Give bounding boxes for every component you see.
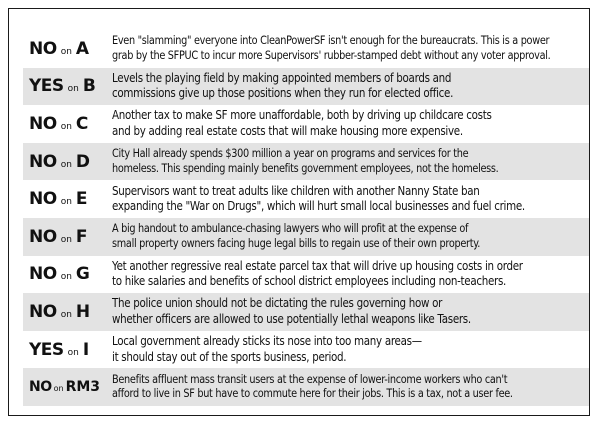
- measure-letter: B: [82, 76, 96, 97]
- on-label: on: [67, 347, 79, 358]
- vote-label: NO: [29, 379, 52, 396]
- recommendation-row-c: [23, 105, 589, 143]
- reason-text: Levels the playing field by making appointed members of boards and commissions give up those positions when they run for elected office.: [112, 70, 454, 101]
- vote-label: NO: [29, 113, 57, 134]
- on-label: on: [60, 159, 72, 170]
- recommendation-row-e: [23, 180, 589, 218]
- verdict: [29, 302, 121, 322]
- reason-text: Local government already sticks its nose into too many areas— it should stay out of the sports business, period.: [112, 334, 422, 364]
- on-label: on: [53, 384, 64, 394]
- reason-text: Even "slamming" everyone into CleanPowerSF isn't enough for the bureaucrats. This is a power grab by the SFPUC to incur more Supervisors' rubber-stamped debt without any voter approval.: [112, 34, 551, 62]
- reason-text: A big handout to ambulance-chasing lawyers who will profit at the expense of small property owners facing huge legal bills to regain use of their own property.: [112, 222, 481, 250]
- verdict: [29, 227, 121, 247]
- reason-text: Another tax to make SF more unaffordable, both by driving up childcare costs and by adding real estate costs that will make housing more expensive.: [112, 108, 492, 138]
- vote-label: NO: [29, 38, 57, 59]
- recommendation-row-f: [23, 218, 589, 256]
- verdict: [29, 152, 121, 172]
- voter-guide-card: [8, 8, 590, 416]
- vote-label: NO: [29, 189, 57, 210]
- measure-letter: D: [75, 151, 91, 172]
- vote-label: YES: [29, 339, 64, 360]
- verdict: [29, 264, 121, 284]
- recommendation-row-h: [23, 293, 589, 331]
- verdict: [29, 340, 121, 360]
- recommendation-row-i: [23, 331, 589, 369]
- verdict: [29, 39, 121, 59]
- verdict: [29, 379, 121, 395]
- reason-text: The police union should not be dictating the rules governing how or whether officers are allowed to use potentially lethal weapons like Tasers.: [112, 296, 471, 326]
- reason-text: Supervisors want to treat adults like children with another Nanny State ban expanding the "War on Drugs", which will hurt small local businesses and fuel crime.: [112, 183, 525, 214]
- measure-letter: RM3: [65, 379, 101, 396]
- reason-text: Yet another regressive real estate parcel tax that will drive up housing costs in order to hike salaries and benefits of school district employees including non-teachers.: [112, 258, 523, 289]
- reason-text: Benefits affluent mass transit users at the expense of lower-income workers who can't afford to live in SF but have to commute here for their jobs. This is a tax, not a user fee.: [112, 372, 513, 401]
- measure-letter: H: [75, 301, 91, 322]
- recommendation-row-a: [23, 30, 589, 68]
- measure-letter: C: [75, 113, 89, 134]
- on-label: on: [60, 272, 72, 283]
- on-label: on: [60, 197, 72, 208]
- recommendation-row-d: [23, 143, 589, 181]
- measure-letter: G: [75, 264, 90, 285]
- verdict: [29, 189, 121, 209]
- measure-letter: E: [75, 189, 88, 210]
- recommendation-row-b: [23, 68, 589, 106]
- recommendation-list: [23, 30, 589, 406]
- on-label: on: [60, 46, 72, 57]
- vote-label: YES: [29, 76, 64, 97]
- on-label: on: [67, 84, 79, 95]
- recommendation-row-g: [23, 256, 589, 294]
- on-label: on: [60, 121, 72, 132]
- on-label: on: [60, 234, 72, 245]
- measure-letter: A: [75, 38, 90, 59]
- vote-label: NO: [29, 226, 57, 247]
- verdict: [29, 76, 121, 96]
- recommendation-row-rm3: [23, 368, 589, 406]
- vote-label: NO: [29, 264, 57, 285]
- measure-letter: F: [75, 226, 88, 247]
- vote-label: NO: [29, 301, 57, 322]
- reason-text: City Hall already spends $300 million a year on programs and services for the homeless. This spending mainly benefits government employees, not the homeless.: [112, 147, 499, 175]
- vote-label: NO: [29, 151, 57, 172]
- measure-letter: I: [82, 339, 90, 360]
- verdict: [29, 114, 121, 134]
- on-label: on: [60, 309, 72, 320]
